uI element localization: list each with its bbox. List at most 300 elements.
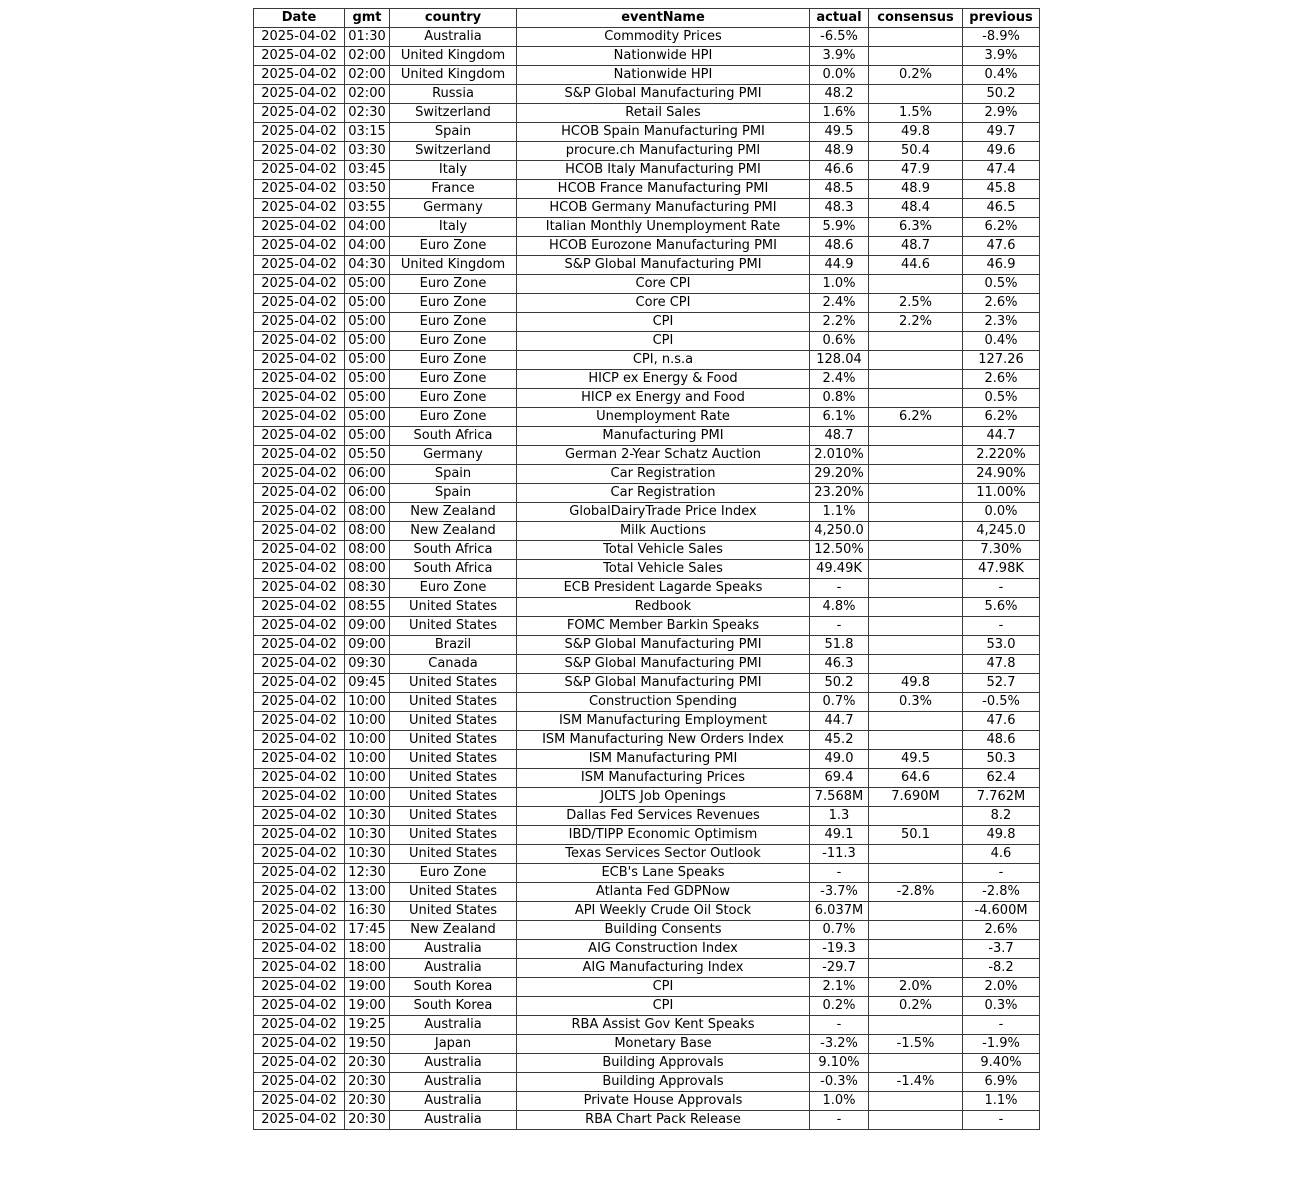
gmt-cell: 20:30 (345, 1111, 390, 1130)
actual-cell: -19.3 (810, 940, 869, 959)
gmt-cell: 09:45 (345, 674, 390, 693)
table-row (254, 693, 1040, 712)
gmt-cell: 05:00 (345, 313, 390, 332)
previous-cell: - (963, 864, 1040, 883)
date-cell: 2025-04-02 (254, 712, 345, 731)
country-cell: United States (390, 712, 517, 731)
actual-cell: -0.3% (810, 1073, 869, 1092)
consensus-cell (869, 1016, 963, 1035)
date-cell: 2025-04-02 (254, 85, 345, 104)
actual-cell: - (810, 579, 869, 598)
date-cell: 2025-04-02 (254, 1035, 345, 1054)
table-row (254, 731, 1040, 750)
table-row (254, 807, 1040, 826)
actual-cell: 7.568M (810, 788, 869, 807)
country-cell: New Zealand (390, 503, 517, 522)
table-row (254, 370, 1040, 389)
event-name-cell: HCOB Italy Manufacturing PMI (517, 161, 810, 180)
gmt-cell: 05:00 (345, 332, 390, 351)
consensus-cell (869, 541, 963, 560)
country-cell: Australia (390, 1092, 517, 1111)
country-cell: Russia (390, 85, 517, 104)
country-cell: United Kingdom (390, 256, 517, 275)
actual-cell: 48.5 (810, 180, 869, 199)
date-cell: 2025-04-02 (254, 864, 345, 883)
event-name-cell: ISM Manufacturing Prices (517, 769, 810, 788)
consensus-cell: 7.690M (869, 788, 963, 807)
actual-cell: 0.0% (810, 66, 869, 85)
date-cell: 2025-04-02 (254, 636, 345, 655)
consensus-cell (869, 712, 963, 731)
date-cell: 2025-04-02 (254, 940, 345, 959)
date-cell: 2025-04-02 (254, 826, 345, 845)
consensus-cell: -1.4% (869, 1073, 963, 1092)
date-cell: 2025-04-02 (254, 66, 345, 85)
gmt-cell: 08:00 (345, 503, 390, 522)
previous-cell: 2.3% (963, 313, 1040, 332)
date-cell: 2025-04-02 (254, 1092, 345, 1111)
country-cell: Euro Zone (390, 332, 517, 351)
country-cell: United States (390, 769, 517, 788)
previous-cell: - (963, 1111, 1040, 1130)
date-cell: 2025-04-02 (254, 142, 345, 161)
table-row (254, 351, 1040, 370)
actual-cell: 2.1% (810, 978, 869, 997)
previous-cell: 0.4% (963, 332, 1040, 351)
column-header-actual: actual (810, 9, 869, 28)
event-name-cell: Nationwide HPI (517, 47, 810, 66)
date-cell: 2025-04-02 (254, 484, 345, 503)
date-cell: 2025-04-02 (254, 617, 345, 636)
date-cell: 2025-04-02 (254, 389, 345, 408)
actual-cell: -11.3 (810, 845, 869, 864)
consensus-cell (869, 845, 963, 864)
actual-cell: 12.50% (810, 541, 869, 560)
date-cell: 2025-04-02 (254, 332, 345, 351)
gmt-cell: 10:00 (345, 712, 390, 731)
country-cell: Euro Zone (390, 389, 517, 408)
date-cell: 2025-04-02 (254, 921, 345, 940)
country-cell: Australia (390, 1073, 517, 1092)
previous-cell: 7.762M (963, 788, 1040, 807)
consensus-cell (869, 332, 963, 351)
event-name-cell: Commodity Prices (517, 28, 810, 47)
consensus-cell (869, 275, 963, 294)
actual-cell: -3.7% (810, 883, 869, 902)
country-cell: Euro Zone (390, 313, 517, 332)
consensus-cell (869, 47, 963, 66)
table-row (254, 123, 1040, 142)
gmt-cell: 08:00 (345, 560, 390, 579)
date-cell: 2025-04-02 (254, 161, 345, 180)
date-cell: 2025-04-02 (254, 598, 345, 617)
event-name-cell: Building Approvals (517, 1073, 810, 1092)
table-row (254, 408, 1040, 427)
consensus-cell (869, 807, 963, 826)
date-cell: 2025-04-02 (254, 978, 345, 997)
table-row (254, 66, 1040, 85)
date-cell: 2025-04-02 (254, 541, 345, 560)
date-cell: 2025-04-02 (254, 522, 345, 541)
previous-cell: 5.6% (963, 598, 1040, 617)
table-row (254, 28, 1040, 47)
gmt-cell: 19:00 (345, 997, 390, 1016)
actual-cell: 49.5 (810, 123, 869, 142)
previous-cell: -2.8% (963, 883, 1040, 902)
gmt-cell: 17:45 (345, 921, 390, 940)
consensus-cell: 0.2% (869, 997, 963, 1016)
date-cell: 2025-04-02 (254, 959, 345, 978)
gmt-cell: 05:00 (345, 408, 390, 427)
gmt-cell: 03:15 (345, 123, 390, 142)
consensus-cell (869, 370, 963, 389)
actual-cell: 44.7 (810, 712, 869, 731)
gmt-cell: 18:00 (345, 940, 390, 959)
table-row (254, 104, 1040, 123)
event-name-cell: Texas Services Sector Outlook (517, 845, 810, 864)
event-name-cell: S&P Global Manufacturing PMI (517, 85, 810, 104)
consensus-cell (869, 959, 963, 978)
actual-cell: 2.4% (810, 370, 869, 389)
event-name-cell: S&P Global Manufacturing PMI (517, 256, 810, 275)
previous-cell: -1.9% (963, 1035, 1040, 1054)
date-cell: 2025-04-02 (254, 1054, 345, 1073)
consensus-cell: 2.5% (869, 294, 963, 313)
date-cell: 2025-04-02 (254, 465, 345, 484)
table-row (254, 85, 1040, 104)
actual-cell: 48.6 (810, 237, 869, 256)
consensus-cell (869, 484, 963, 503)
gmt-cell: 04:30 (345, 256, 390, 275)
previous-cell: 2.6% (963, 921, 1040, 940)
table-row (254, 959, 1040, 978)
column-header-country: country (390, 9, 517, 28)
event-name-cell: RBA Chart Pack Release (517, 1111, 810, 1130)
actual-cell: 5.9% (810, 218, 869, 237)
previous-cell: 49.6 (963, 142, 1040, 161)
previous-cell: 50.3 (963, 750, 1040, 769)
gmt-cell: 03:30 (345, 142, 390, 161)
date-cell: 2025-04-02 (254, 997, 345, 1016)
date-cell: 2025-04-02 (254, 788, 345, 807)
consensus-cell (869, 940, 963, 959)
previous-cell: 47.4 (963, 161, 1040, 180)
table-row (254, 750, 1040, 769)
previous-cell: 47.98K (963, 560, 1040, 579)
actual-cell: - (810, 864, 869, 883)
previous-cell: 0.3% (963, 997, 1040, 1016)
table-row (254, 902, 1040, 921)
previous-cell: 2.6% (963, 294, 1040, 313)
event-name-cell: Building Approvals (517, 1054, 810, 1073)
previous-cell: 46.9 (963, 256, 1040, 275)
actual-cell: 46.6 (810, 161, 869, 180)
table-row (254, 161, 1040, 180)
previous-cell: 7.30% (963, 541, 1040, 560)
table-row (254, 617, 1040, 636)
actual-cell: 48.3 (810, 199, 869, 218)
actual-cell: 1.0% (810, 275, 869, 294)
event-name-cell: HCOB France Manufacturing PMI (517, 180, 810, 199)
country-cell: United Kingdom (390, 66, 517, 85)
event-name-cell: Dallas Fed Services Revenues (517, 807, 810, 826)
date-cell: 2025-04-02 (254, 427, 345, 446)
consensus-cell: -2.8% (869, 883, 963, 902)
table-row (254, 845, 1040, 864)
gmt-cell: 10:00 (345, 769, 390, 788)
table-row (254, 655, 1040, 674)
actual-cell: 1.6% (810, 104, 869, 123)
previous-cell: -8.9% (963, 28, 1040, 47)
gmt-cell: 05:00 (345, 389, 390, 408)
country-cell: Euro Zone (390, 237, 517, 256)
event-name-cell: FOMC Member Barkin Speaks (517, 617, 810, 636)
table-row (254, 180, 1040, 199)
date-cell: 2025-04-02 (254, 902, 345, 921)
actual-cell: 2.4% (810, 294, 869, 313)
date-cell: 2025-04-02 (254, 655, 345, 674)
country-cell: Euro Zone (390, 864, 517, 883)
date-cell: 2025-04-02 (254, 1016, 345, 1035)
country-cell: United States (390, 902, 517, 921)
event-name-cell: Total Vehicle Sales (517, 560, 810, 579)
consensus-cell (869, 921, 963, 940)
gmt-cell: 08:00 (345, 541, 390, 560)
country-cell: Australia (390, 1054, 517, 1073)
table-row (254, 1054, 1040, 1073)
country-cell: United States (390, 883, 517, 902)
country-cell: Australia (390, 959, 517, 978)
date-cell: 2025-04-02 (254, 674, 345, 693)
gmt-cell: 10:30 (345, 807, 390, 826)
consensus-cell: 6.3% (869, 218, 963, 237)
date-cell: 2025-04-02 (254, 883, 345, 902)
consensus-cell: 0.3% (869, 693, 963, 712)
gmt-cell: 04:00 (345, 237, 390, 256)
actual-cell: 49.49K (810, 560, 869, 579)
country-cell: Germany (390, 199, 517, 218)
event-name-cell: Core CPI (517, 294, 810, 313)
table-row (254, 864, 1040, 883)
country-cell: Switzerland (390, 142, 517, 161)
date-cell: 2025-04-02 (254, 579, 345, 598)
consensus-cell: 48.7 (869, 237, 963, 256)
previous-cell: 8.2 (963, 807, 1040, 826)
event-name-cell: API Weekly Crude Oil Stock (517, 902, 810, 921)
consensus-cell (869, 902, 963, 921)
actual-cell: 0.8% (810, 389, 869, 408)
table-row (254, 389, 1040, 408)
event-name-cell: RBA Assist Gov Kent Speaks (517, 1016, 810, 1035)
table-row (254, 579, 1040, 598)
date-cell: 2025-04-02 (254, 275, 345, 294)
previous-cell: 49.7 (963, 123, 1040, 142)
gmt-cell: 08:55 (345, 598, 390, 617)
previous-cell: 1.1% (963, 1092, 1040, 1111)
country-cell: Euro Zone (390, 370, 517, 389)
event-name-cell: ISM Manufacturing New Orders Index (517, 731, 810, 750)
previous-cell: 6.2% (963, 218, 1040, 237)
actual-cell: -6.5% (810, 28, 869, 47)
consensus-cell (869, 522, 963, 541)
consensus-cell: 49.8 (869, 123, 963, 142)
previous-cell: - (963, 1016, 1040, 1035)
actual-cell: 50.2 (810, 674, 869, 693)
consensus-cell: 49.5 (869, 750, 963, 769)
gmt-cell: 19:50 (345, 1035, 390, 1054)
event-name-cell: HCOB Spain Manufacturing PMI (517, 123, 810, 142)
consensus-cell (869, 655, 963, 674)
consensus-cell: 2.2% (869, 313, 963, 332)
country-cell: United States (390, 845, 517, 864)
table-row (254, 142, 1040, 161)
date-cell: 2025-04-02 (254, 47, 345, 66)
gmt-cell: 10:00 (345, 788, 390, 807)
gmt-cell: 05:00 (345, 370, 390, 389)
previous-cell: 45.8 (963, 180, 1040, 199)
country-cell: Australia (390, 940, 517, 959)
consensus-cell (869, 28, 963, 47)
table-row (254, 560, 1040, 579)
gmt-cell: 20:30 (345, 1092, 390, 1111)
actual-cell: 44.9 (810, 256, 869, 275)
date-cell: 2025-04-02 (254, 199, 345, 218)
event-name-cell: ECB President Lagarde Speaks (517, 579, 810, 598)
table-row (254, 712, 1040, 731)
table-row (254, 313, 1040, 332)
consensus-cell (869, 1054, 963, 1073)
event-name-cell: AIG Manufacturing Index (517, 959, 810, 978)
country-cell: Brazil (390, 636, 517, 655)
country-cell: Euro Zone (390, 408, 517, 427)
actual-cell: 51.8 (810, 636, 869, 655)
gmt-cell: 18:00 (345, 959, 390, 978)
previous-cell: 3.9% (963, 47, 1040, 66)
country-cell: United States (390, 750, 517, 769)
gmt-cell: 03:45 (345, 161, 390, 180)
table-row (254, 1111, 1040, 1130)
previous-cell: 53.0 (963, 636, 1040, 655)
previous-cell: 44.7 (963, 427, 1040, 446)
gmt-cell: 05:00 (345, 351, 390, 370)
table-row (254, 275, 1040, 294)
actual-cell: -29.7 (810, 959, 869, 978)
actual-cell: 46.3 (810, 655, 869, 674)
gmt-cell: 06:00 (345, 484, 390, 503)
date-cell: 2025-04-02 (254, 750, 345, 769)
event-name-cell: procure.ch Manufacturing PMI (517, 142, 810, 161)
previous-cell: 47.6 (963, 712, 1040, 731)
gmt-cell: 09:00 (345, 617, 390, 636)
gmt-cell: 08:30 (345, 579, 390, 598)
consensus-cell: 44.6 (869, 256, 963, 275)
previous-cell: 4,245.0 (963, 522, 1040, 541)
table-row (254, 199, 1040, 218)
table-row (254, 47, 1040, 66)
date-cell: 2025-04-02 (254, 769, 345, 788)
country-cell: United States (390, 826, 517, 845)
country-cell: Euro Zone (390, 275, 517, 294)
event-name-cell: S&P Global Manufacturing PMI (517, 674, 810, 693)
date-cell: 2025-04-02 (254, 446, 345, 465)
consensus-cell (869, 1111, 963, 1130)
gmt-cell: 10:30 (345, 826, 390, 845)
event-name-cell: Private House Approvals (517, 1092, 810, 1111)
gmt-cell: 05:00 (345, 294, 390, 313)
country-cell: South Africa (390, 541, 517, 560)
table-row (254, 788, 1040, 807)
gmt-cell: 20:30 (345, 1073, 390, 1092)
event-name-cell: CPI, n.s.a (517, 351, 810, 370)
consensus-cell (869, 864, 963, 883)
table-row (254, 427, 1040, 446)
previous-cell: 0.5% (963, 389, 1040, 408)
event-name-cell: IBD/TIPP Economic Optimism (517, 826, 810, 845)
country-cell: Canada (390, 655, 517, 674)
table-row (254, 237, 1040, 256)
gmt-cell: 09:00 (345, 636, 390, 655)
previous-cell: -8.2 (963, 959, 1040, 978)
date-cell: 2025-04-02 (254, 693, 345, 712)
previous-cell: 50.2 (963, 85, 1040, 104)
actual-cell: 49.1 (810, 826, 869, 845)
table-row (254, 522, 1040, 541)
actual-cell: 6.037M (810, 902, 869, 921)
table-row (254, 636, 1040, 655)
country-cell: Euro Zone (390, 351, 517, 370)
event-name-cell: JOLTS Job Openings (517, 788, 810, 807)
consensus-cell: 64.6 (869, 769, 963, 788)
event-name-cell: S&P Global Manufacturing PMI (517, 636, 810, 655)
previous-cell: -4.600M (963, 902, 1040, 921)
date-cell: 2025-04-02 (254, 408, 345, 427)
table-body (254, 28, 1040, 1130)
date-cell: 2025-04-02 (254, 313, 345, 332)
table-row (254, 294, 1040, 313)
previous-cell: 24.90% (963, 465, 1040, 484)
country-cell: Australia (390, 1016, 517, 1035)
actual-cell: 48.2 (810, 85, 869, 104)
previous-cell: 52.7 (963, 674, 1040, 693)
previous-cell: 6.2% (963, 408, 1040, 427)
table-row (254, 769, 1040, 788)
consensus-cell (869, 389, 963, 408)
consensus-cell: 50.4 (869, 142, 963, 161)
actual-cell: 6.1% (810, 408, 869, 427)
previous-cell: 11.00% (963, 484, 1040, 503)
date-cell: 2025-04-02 (254, 218, 345, 237)
date-cell: 2025-04-02 (254, 503, 345, 522)
country-cell: Japan (390, 1035, 517, 1054)
date-cell: 2025-04-02 (254, 256, 345, 275)
consensus-cell (869, 1092, 963, 1111)
table-row (254, 883, 1040, 902)
event-name-cell: ECB's Lane Speaks (517, 864, 810, 883)
country-cell: United States (390, 731, 517, 750)
consensus-cell (869, 560, 963, 579)
actual-cell: 23.20% (810, 484, 869, 503)
actual-cell: - (810, 1016, 869, 1035)
date-cell: 2025-04-02 (254, 237, 345, 256)
actual-cell: 1.3 (810, 807, 869, 826)
table-row (254, 1016, 1040, 1035)
gmt-cell: 20:30 (345, 1054, 390, 1073)
gmt-cell: 03:55 (345, 199, 390, 218)
actual-cell: 2.010% (810, 446, 869, 465)
country-cell: United States (390, 693, 517, 712)
event-name-cell: Manufacturing PMI (517, 427, 810, 446)
actual-cell: 3.9% (810, 47, 869, 66)
